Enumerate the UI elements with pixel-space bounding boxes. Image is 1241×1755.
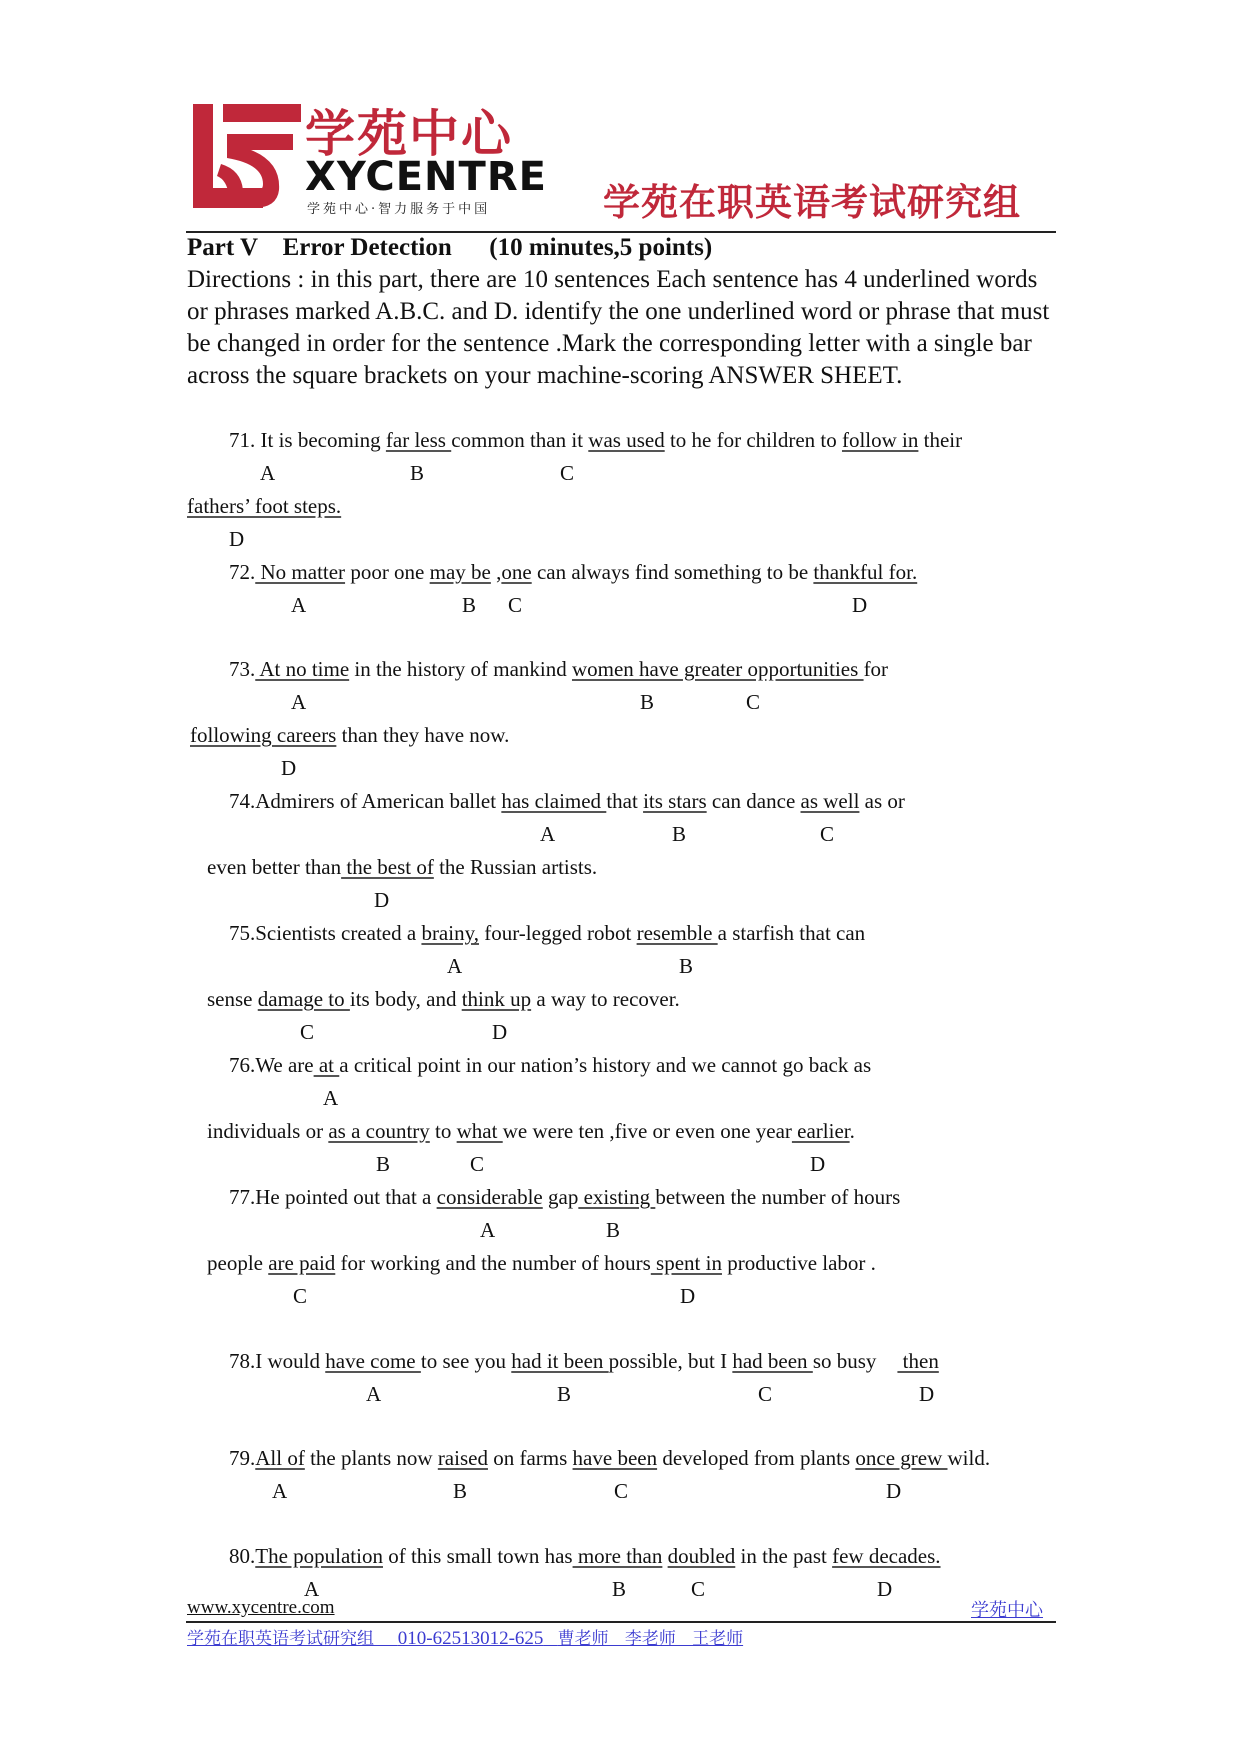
option-label-b: B (453, 1479, 468, 1503)
sentence-fragment: on farms (487, 1446, 573, 1470)
footer-website-link[interactable]: www.xycentre.com (187, 1597, 335, 1618)
logo-english-name: XYCENTRE (305, 154, 547, 200)
underlined-option: At no time (255, 657, 350, 681)
option-label-b: B (640, 690, 655, 714)
sentence-fragment: can always find something to be (531, 560, 814, 584)
option-label-c: C (293, 1284, 308, 1308)
question-80-text (229, 1544, 941, 1569)
sentence-fragment: 77.He pointed out that a (229, 1185, 437, 1209)
sentence-fragment: its body, and (349, 987, 462, 1011)
option-label-d: D (492, 1020, 508, 1044)
question-72-text (229, 560, 917, 585)
question-75-text (207, 987, 680, 1012)
underlined-option: have come (325, 1349, 421, 1373)
footer-brand-link[interactable]: 学苑中心 (971, 1600, 1043, 1621)
question-74-text (229, 789, 905, 814)
underlined-option: are paid (268, 1251, 336, 1275)
underlined-option: have been (572, 1446, 658, 1470)
sentence-fragment: for working and the number of hours (335, 1251, 651, 1275)
sentence-fragment: 74.Admirers of American ballet (229, 789, 502, 813)
underlined-option: existing (578, 1185, 656, 1209)
sentence-fragment: 80. (229, 1544, 256, 1568)
question-77-text (229, 1185, 900, 1210)
option-label-a: A (480, 1218, 496, 1242)
option-label-c: C (746, 690, 761, 714)
option-label-c: C (470, 1152, 485, 1176)
sentence-fragment: the plants now (304, 1446, 438, 1470)
option-label-c: C (614, 1479, 629, 1503)
sentence-fragment: sense (207, 987, 258, 1011)
option-label-c: C (300, 1020, 315, 1044)
underlined-option: as well (800, 789, 860, 813)
underlined-option: had it been (511, 1349, 609, 1373)
question-74-text (207, 855, 597, 880)
sentence-fragment: 78.I would (229, 1349, 326, 1373)
option-label-d: D (919, 1382, 935, 1406)
sentence-fragment: . (849, 1119, 855, 1143)
option-label-c: C (758, 1382, 773, 1406)
underlined-option: fathers’ foot steps. (187, 494, 342, 518)
option-label-b: B (672, 822, 687, 846)
underlined-option: may be (429, 560, 491, 584)
option-label-b: B (462, 593, 477, 617)
option-label-a: A (323, 1086, 339, 1110)
sentence-fragment: wild. (947, 1446, 991, 1470)
option-label-a: A (540, 822, 556, 846)
question-73-text (229, 657, 888, 682)
sentence-fragment: to see you (420, 1349, 512, 1373)
option-label-a: A (304, 1577, 320, 1601)
underlined-option: at (313, 1053, 340, 1077)
underlined-option: the best of (341, 855, 434, 879)
xycentre-logo (193, 96, 563, 218)
option-label-d: D (680, 1284, 696, 1308)
sentence-fragment: , (490, 560, 502, 584)
sentence-fragment: we were ten ,five or even one year (502, 1119, 792, 1143)
sentence-fragment: developed from plants (657, 1446, 856, 1470)
footer-teachers: 曹老师 李老师 王老师 (557, 1629, 744, 1649)
option-label-d: D (281, 756, 297, 780)
sentence-fragment: that (606, 789, 644, 813)
underlined-option: following careers (190, 723, 337, 747)
underlined-option: once grew (855, 1446, 948, 1470)
footer-divider (186, 1621, 1056, 1623)
sentence-fragment: for (863, 657, 889, 681)
underlined-option: then (897, 1349, 939, 1373)
option-label-d: D (374, 888, 390, 912)
underlined-option: was used (588, 428, 665, 452)
sentence-fragment: a way to recover. (531, 987, 680, 1011)
sentence-fragment: possible, but I (608, 1349, 733, 1373)
sentence-fragment: as or (859, 789, 905, 813)
option-label-b: B (557, 1382, 572, 1406)
question-79-text (229, 1446, 990, 1471)
directions-line: across the square brackets on your machine-scoring ANSWER SHEET. (187, 362, 903, 389)
underlined-option: thankful for. (813, 560, 918, 584)
underlined-option: more than (572, 1544, 663, 1568)
sentence-fragment: so busy (812, 1349, 898, 1373)
option-label-c: C (820, 822, 835, 846)
option-label-b: B (376, 1152, 391, 1176)
option-label-a: A (447, 954, 463, 978)
underlined-option: considerable (436, 1185, 543, 1209)
directions-line: Directions : in this part, there are 10 sentences Each sentence has 4 underlined words (187, 266, 1038, 293)
underlined-option: raised (437, 1446, 488, 1470)
underlined-option: what (456, 1119, 503, 1143)
underlined-option: few decades. (832, 1544, 941, 1568)
underlined-option: one (501, 560, 532, 584)
option-label-a: A (366, 1382, 382, 1406)
option-label-d: D (229, 527, 245, 551)
question-77-text (207, 1251, 876, 1276)
question-73-text (190, 723, 509, 748)
option-label-c: C (691, 1577, 706, 1601)
option-label-d: D (810, 1152, 826, 1176)
option-label-b: B (679, 954, 694, 978)
question-71-text (187, 494, 341, 519)
underlined-option: spent in (650, 1251, 722, 1275)
underlined-option: The population (255, 1544, 383, 1568)
logo-mark-icon (193, 100, 301, 212)
underlined-option: women have greater opportunities (571, 657, 864, 681)
footer-phone: 010-62513012-625 (397, 1628, 544, 1649)
underlined-option: had been (732, 1349, 813, 1373)
sentence-fragment: 73. (229, 657, 256, 681)
question-76-text (207, 1119, 855, 1144)
sentence-fragment: 72. (229, 560, 256, 584)
option-label-c: C (508, 593, 523, 617)
option-label-a: A (260, 461, 276, 485)
underlined-option: doubled (667, 1544, 736, 1568)
option-label-b: B (606, 1218, 621, 1242)
underlined-option: far less (385, 428, 452, 452)
option-label-c: C (560, 461, 575, 485)
underlined-option: as a country (328, 1119, 430, 1143)
sentence-fragment: a starfish that can (717, 921, 866, 945)
directions-line: be changed in order for the sentence .Mark the corresponding letter with a single bar (187, 330, 1032, 357)
directions-line: or phrases marked A.B.C. and D. identify the one underlined word or phrase that must (187, 298, 1050, 325)
underlined-option: No matter (255, 560, 346, 584)
sentence-fragment: productive labor . (721, 1251, 876, 1275)
sentence-fragment: their (918, 428, 963, 452)
underlined-option: follow in (841, 428, 919, 452)
question-76-text (229, 1053, 871, 1078)
sentence-fragment: 79. (229, 1446, 256, 1470)
question-75-text (229, 921, 865, 946)
option-label-b: B (612, 1577, 627, 1601)
option-label-a: A (291, 593, 307, 617)
footer-contact-link[interactable] (187, 1624, 743, 1650)
sentence-fragment: individuals or (207, 1119, 329, 1143)
sentence-fragment: can dance (706, 789, 801, 813)
option-label-d: D (877, 1577, 893, 1601)
sentence-fragment: in the past (735, 1544, 833, 1568)
underlined-option: has claimed (501, 789, 607, 813)
sentence-fragment: the Russian artists. (433, 855, 598, 879)
option-label-d: D (852, 593, 868, 617)
sentence-fragment: poor one (345, 560, 430, 584)
sentence-fragment: to (429, 1119, 457, 1143)
underlined-option: resemble (636, 921, 718, 945)
header-divider (186, 231, 1056, 233)
option-label-a: A (291, 690, 307, 714)
underlined-option: its stars (643, 789, 707, 813)
underlined-option: think up (461, 987, 532, 1011)
sentence-fragment: to he for children to (664, 428, 842, 452)
question-78-text (229, 1349, 939, 1374)
sentence-fragment: even better than (207, 855, 342, 879)
underlined-option: damage to (257, 987, 350, 1011)
option-label-d: D (886, 1479, 902, 1503)
question-71-text (229, 428, 962, 453)
sentence-fragment: people (207, 1251, 269, 1275)
sentence-fragment: between the number of hours (655, 1185, 901, 1209)
sentence-fragment: 76.We are (229, 1053, 314, 1077)
sentence-fragment: 75.Scientists created a (229, 921, 422, 945)
option-label-a: A (272, 1479, 288, 1503)
sentence-fragment: in the history of mankind (349, 657, 572, 681)
footer-group-name: 学苑在职英语考试研究组 (187, 1629, 374, 1649)
sentence-fragment: four-legged robot (478, 921, 637, 945)
section-title: Part V Error Detection (10 minutes,5 points) (187, 234, 713, 261)
option-label-b: B (410, 461, 425, 485)
logo-chinese-name: 学苑中心 (305, 105, 513, 163)
underlined-option: earlier (791, 1119, 850, 1143)
underlined-option: All of (255, 1446, 305, 1470)
sentence-fragment: than they have now. (336, 723, 510, 747)
underlined-option: brainy, (421, 921, 479, 945)
sentence-fragment: common than it (451, 428, 589, 452)
sentence-fragment: a critical point in our nation’s history and we cannot go back as (339, 1053, 872, 1077)
sentence-fragment: 71. It is becoming (229, 428, 386, 452)
sentence-fragment: gap (542, 1185, 579, 1209)
header-group-name: 学苑在职英语考试研究组 (603, 181, 1021, 224)
sentence-fragment: of this small town has (382, 1544, 573, 1568)
logo-slogan: 学苑中心·智力服务于中国 (307, 202, 491, 217)
